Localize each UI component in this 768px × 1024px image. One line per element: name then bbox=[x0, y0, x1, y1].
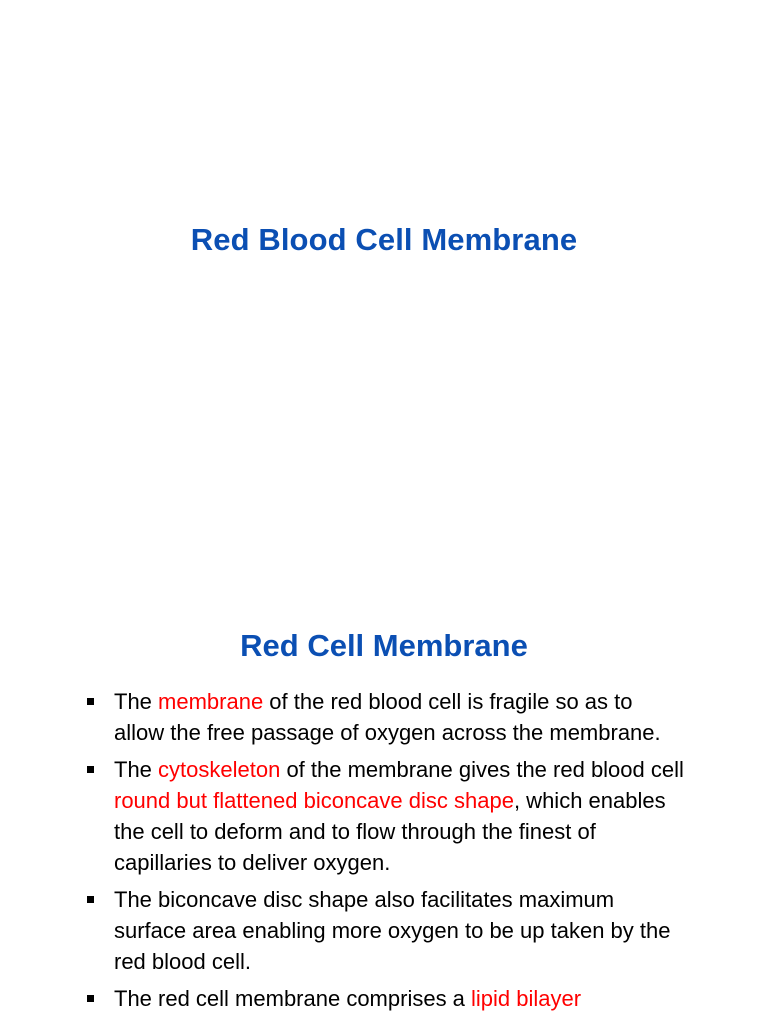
bullet-item bbox=[86, 884, 686, 977]
bullet-item bbox=[86, 983, 686, 1014]
bullet-text: of the membrane gives the red blood cell bbox=[280, 757, 684, 782]
slide-title-heading: Red Blood Cell Membrane bbox=[190, 222, 578, 257]
bullet-text: of the red blood cell is fragile so as to allow the free passage of oxygen across the membrane. bbox=[114, 689, 661, 745]
highlight-text: lipid bilayer bbox=[471, 986, 582, 1011]
slide-red-cell-membrane bbox=[0, 600, 768, 1024]
highlight-text: membrane bbox=[158, 689, 264, 714]
square-bullet-icon bbox=[87, 896, 94, 903]
square-bullet-icon bbox=[87, 995, 94, 1002]
highlight-text: round but flattened biconcave disc shape bbox=[114, 788, 514, 813]
bullet-text: The bbox=[114, 689, 159, 714]
square-bullet-icon bbox=[87, 766, 94, 773]
bullet-list bbox=[86, 686, 686, 1020]
bullet-text: The biconcave disc shape also facilitates maximum surface area enabling more oxygen to be up taken by the red blood cell. bbox=[114, 887, 671, 974]
bullet-text: , which enables the cell to deform and to flow through the finest of capillaries to deliver oxygen. bbox=[114, 788, 666, 875]
bullet-text: The red cell membrane comprises a bbox=[114, 986, 472, 1011]
bullet-text: The bbox=[114, 757, 159, 782]
bullet-item bbox=[86, 686, 686, 748]
highlight-text: cytoskeleton bbox=[158, 757, 281, 782]
square-bullet-icon bbox=[87, 698, 94, 705]
bullet-item bbox=[86, 754, 686, 878]
slide-title bbox=[0, 0, 768, 490]
slide-heading: Red Cell Membrane bbox=[240, 628, 528, 663]
